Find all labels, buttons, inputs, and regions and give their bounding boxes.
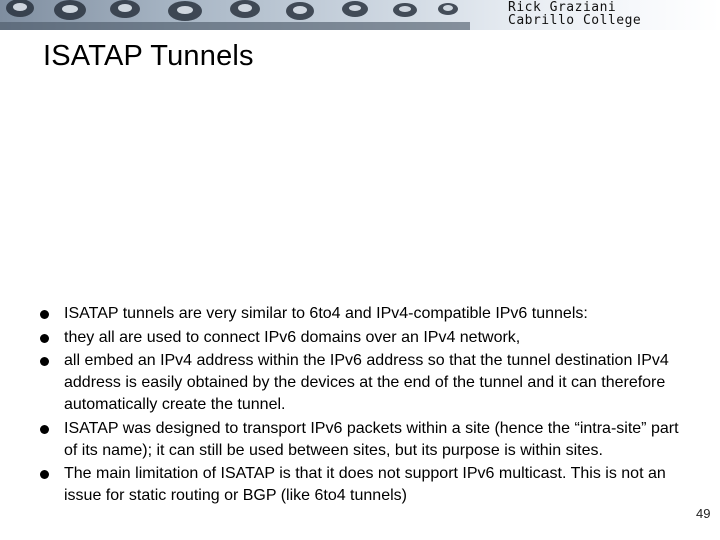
bullet-item <box>40 327 680 349</box>
author-name: Rick Graziani <box>508 0 617 15</box>
bullet-dot-icon <box>40 357 49 366</box>
keyboard-keys-image <box>0 0 470 30</box>
bullet-item <box>40 350 680 416</box>
bullet-list <box>40 303 680 509</box>
author-college: Cabrillo College <box>508 13 642 28</box>
bullet-dot-icon <box>40 334 49 343</box>
bullet-text: all embed an IPv4 address within the IPv6 address so that the tunnel destination IPv4 address is easily obtained by the devices at the end of the tunnel and it can therefore automatically create the tunnel. <box>64 352 669 413</box>
bullet-text: they all are used to connect IPv6 domains over an IPv4 network, <box>64 328 521 346</box>
bullet-item <box>40 463 680 507</box>
slide-title-text: ISATAP Tunnels <box>43 40 254 72</box>
bullet-item <box>40 303 680 325</box>
page-number: 49 <box>696 506 711 521</box>
slide-title <box>43 40 254 73</box>
bullet-text: ISATAP tunnels are very similar to 6to4 and IPv4-compatible IPv6 tunnels: <box>64 305 588 322</box>
header-banner <box>0 0 720 30</box>
bullet-dot-icon <box>40 310 49 319</box>
bullet-dot-icon <box>40 470 49 479</box>
bullet-item <box>40 418 680 462</box>
bullet-dot-icon <box>40 425 49 434</box>
bullet-text: The main limitation of ISATAP is that it does not support IPv6 multicast. This is not an issue for static routing or BGP (like 6to4 tunnels) <box>64 465 666 504</box>
author-credit <box>508 1 641 27</box>
bullet-text: ISATAP was designed to transport IPv6 packets within a site (hence the “intra-site” part of its name); it can still be used between sites, but its purpose is within sites. <box>64 419 679 459</box>
